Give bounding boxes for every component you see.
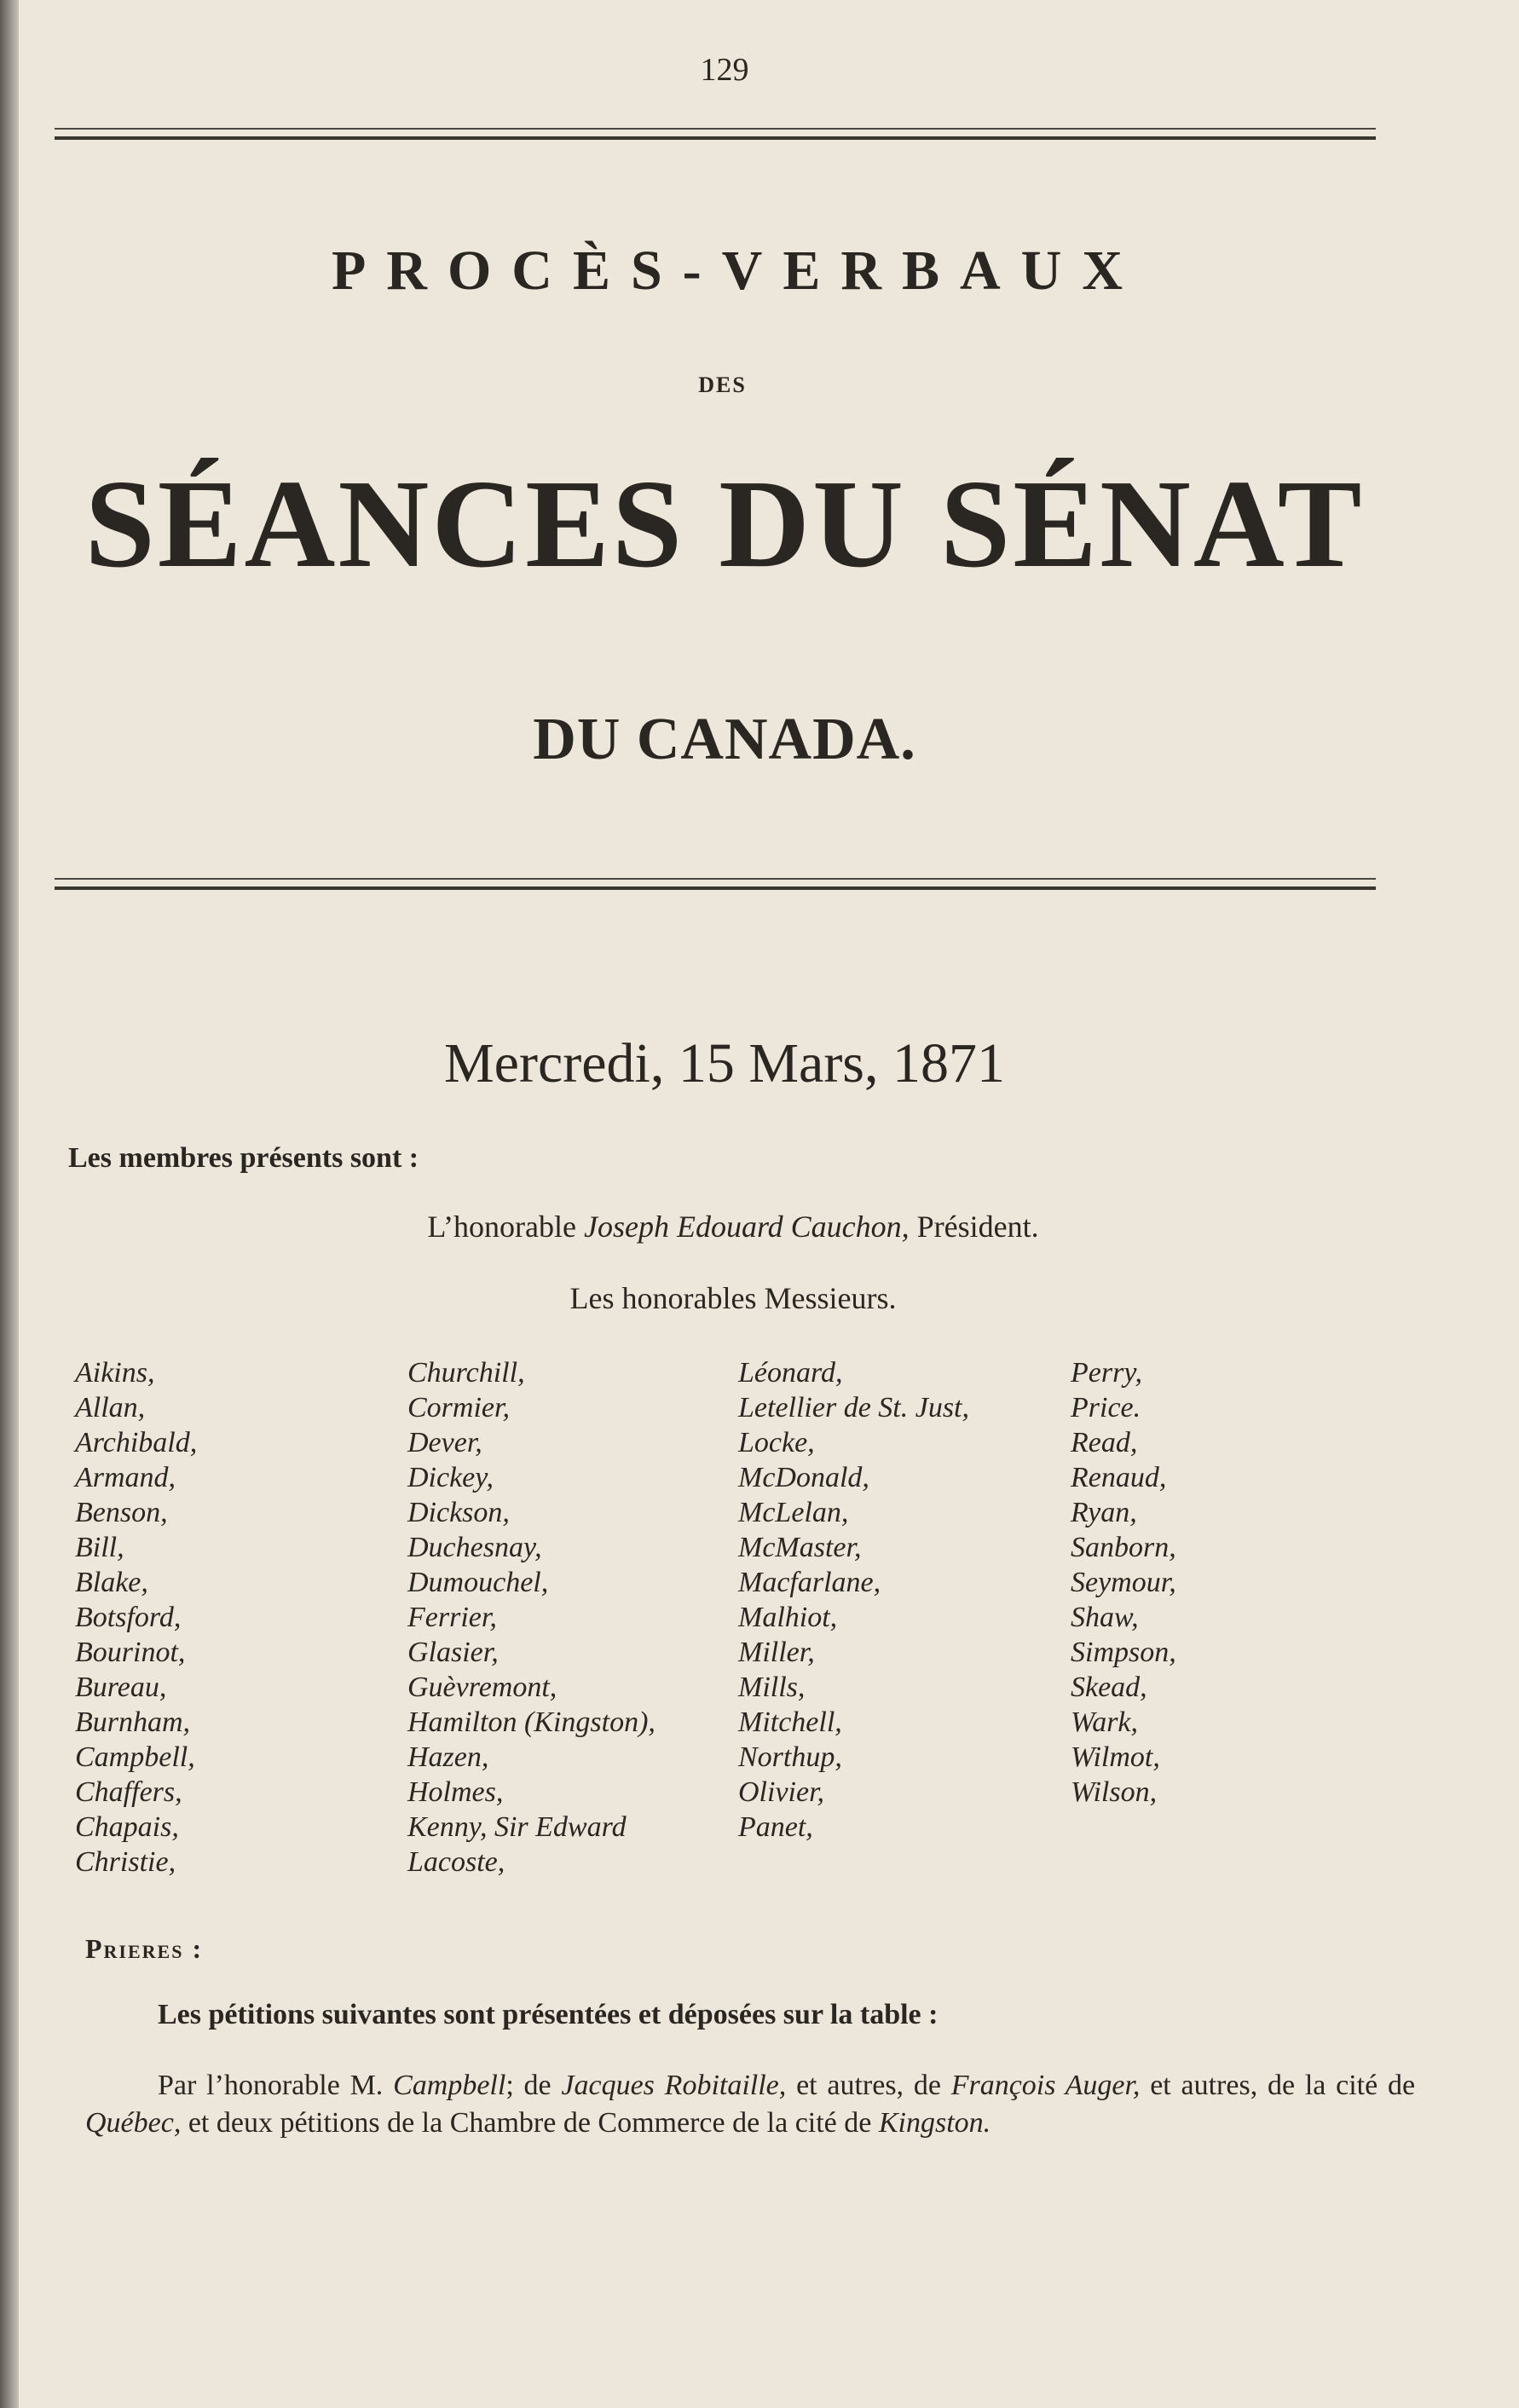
- member-name: Dickey,: [407, 1462, 494, 1493]
- member-name: Churchill,: [407, 1357, 525, 1389]
- paragraph-text: Par l’honorable M.: [158, 2070, 384, 2101]
- member-name: Aikins,: [75, 1357, 155, 1389]
- member-name: Miller,: [738, 1637, 815, 1668]
- member-name: Panet,: [738, 1811, 813, 1843]
- member-name: Léonard,: [738, 1357, 843, 1389]
- petitioner-name: Campbell: [393, 2070, 506, 2101]
- members-present-label: Les membres présents sont :: [68, 1142, 419, 1174]
- member-name: Chapais,: [75, 1811, 179, 1843]
- member-name: Campbell,: [75, 1741, 195, 1773]
- member-name: McLelan,: [738, 1497, 849, 1528]
- members-column-2: [407, 1355, 656, 1880]
- member-name: Guèvremont,: [407, 1672, 557, 1703]
- member-name: Allan,: [75, 1392, 146, 1423]
- member-name: Kenny, Sir Edward: [407, 1811, 627, 1843]
- city-name: Kingston.: [878, 2107, 991, 2139]
- petitions-intro: Les pétitions suivantes sont présentées et déposées sur la table :: [158, 1999, 939, 2030]
- member-name: Price.: [1071, 1392, 1141, 1423]
- session-date: Mercredi, 15 Mars, 1871: [443, 1032, 1005, 1094]
- president-prefix: L’honorable: [427, 1210, 576, 1244]
- member-name: Wilson,: [1071, 1776, 1158, 1808]
- member-name: Holmes,: [407, 1776, 504, 1808]
- title-du-canada: DU CANADA.: [533, 707, 916, 772]
- member-name: Archibald,: [75, 1427, 198, 1458]
- member-name: Hazen,: [407, 1741, 489, 1773]
- petitioner-name: François Auger,: [950, 2070, 1141, 2101]
- member-name: Chaffers,: [75, 1776, 182, 1808]
- president-title: Président.: [916, 1210, 1039, 1244]
- page-binding-edge: [0, 0, 19, 2408]
- member-name: Sanborn,: [1071, 1532, 1176, 1563]
- city-name: Québec,: [85, 2107, 182, 2139]
- member-name: McDonald,: [738, 1462, 869, 1493]
- member-name: Mills,: [738, 1672, 806, 1703]
- member-name: Blake,: [75, 1567, 148, 1598]
- petitions-paragraph: [85, 2067, 1415, 2142]
- member-name: Northup,: [738, 1741, 842, 1773]
- member-name: Bureau,: [75, 1672, 167, 1703]
- member-name: McMaster,: [738, 1532, 862, 1563]
- member-name: Locke,: [738, 1427, 815, 1458]
- paragraph-text: et autres, de la cité de: [1150, 2070, 1416, 2101]
- member-name: Bill,: [75, 1532, 124, 1563]
- member-name: Dever,: [407, 1427, 482, 1458]
- member-name: Hamilton (Kingston),: [407, 1706, 656, 1738]
- member-name: Mitchell,: [738, 1706, 842, 1738]
- member-name: Dickson,: [407, 1497, 510, 1528]
- page-number: 129: [700, 52, 749, 88]
- president-name: Joseph Edouard Cauchon,: [584, 1210, 910, 1244]
- member-name: Bourinot,: [75, 1637, 186, 1668]
- member-name: Malhiot,: [738, 1602, 838, 1633]
- heading-divider-rule: [55, 878, 1376, 890]
- member-name: Ryan,: [1071, 1497, 1137, 1528]
- members-column-3: [738, 1355, 969, 1845]
- member-name: Wark,: [1071, 1706, 1139, 1738]
- petitioner-name: Jacques Robitaille,: [561, 2070, 787, 2101]
- member-name: Letellier de St. Just,: [738, 1392, 970, 1423]
- member-name: Renaud,: [1071, 1462, 1167, 1493]
- member-name: Ferrier,: [407, 1602, 497, 1633]
- member-name: Benson,: [75, 1497, 168, 1528]
- president-line: [0, 1209, 1466, 1244]
- title-proces-verbaux: PROCÈS-VERBAUX: [331, 240, 1144, 302]
- member-name: Botsford,: [75, 1602, 182, 1633]
- member-name: Burnham,: [75, 1706, 191, 1738]
- member-name: Glasier,: [407, 1637, 499, 1668]
- members-column-1: [75, 1355, 197, 1880]
- member-name: Perry,: [1071, 1357, 1143, 1389]
- title-des: DES: [698, 372, 747, 397]
- member-name: Read,: [1071, 1427, 1138, 1458]
- member-name: Shaw,: [1071, 1602, 1139, 1633]
- honorables-label: Les honorables Messieurs.: [569, 1281, 897, 1315]
- member-name: Simpson,: [1071, 1637, 1176, 1668]
- member-name: Lacoste,: [407, 1846, 505, 1878]
- member-name: Cormier,: [407, 1392, 510, 1423]
- member-name: Olivier,: [738, 1776, 825, 1808]
- paragraph-text: et autres, de: [796, 2070, 941, 2101]
- member-name: Christie,: [75, 1846, 176, 1878]
- member-name: Dumouchel,: [407, 1567, 549, 1598]
- member-name: Seymour,: [1071, 1567, 1176, 1598]
- top-double-rule: [55, 128, 1376, 140]
- member-name: Duchesnay,: [407, 1532, 542, 1563]
- member-name: Wilmot,: [1071, 1741, 1160, 1773]
- paragraph-text: ; de: [505, 2070, 552, 2101]
- member-name: Skead,: [1071, 1672, 1147, 1703]
- title-seances-du-senat: SÉANCES DU SÉNAT: [84, 454, 1365, 594]
- paragraph-text: et deux pétitions de la Chambre de Commerce de la cité de: [188, 2107, 872, 2139]
- member-name: Macfarlane,: [738, 1567, 881, 1598]
- member-name: Armand,: [75, 1462, 176, 1493]
- members-column-4: [1071, 1355, 1176, 1810]
- prieres-heading: Prieres :: [85, 1933, 204, 1964]
